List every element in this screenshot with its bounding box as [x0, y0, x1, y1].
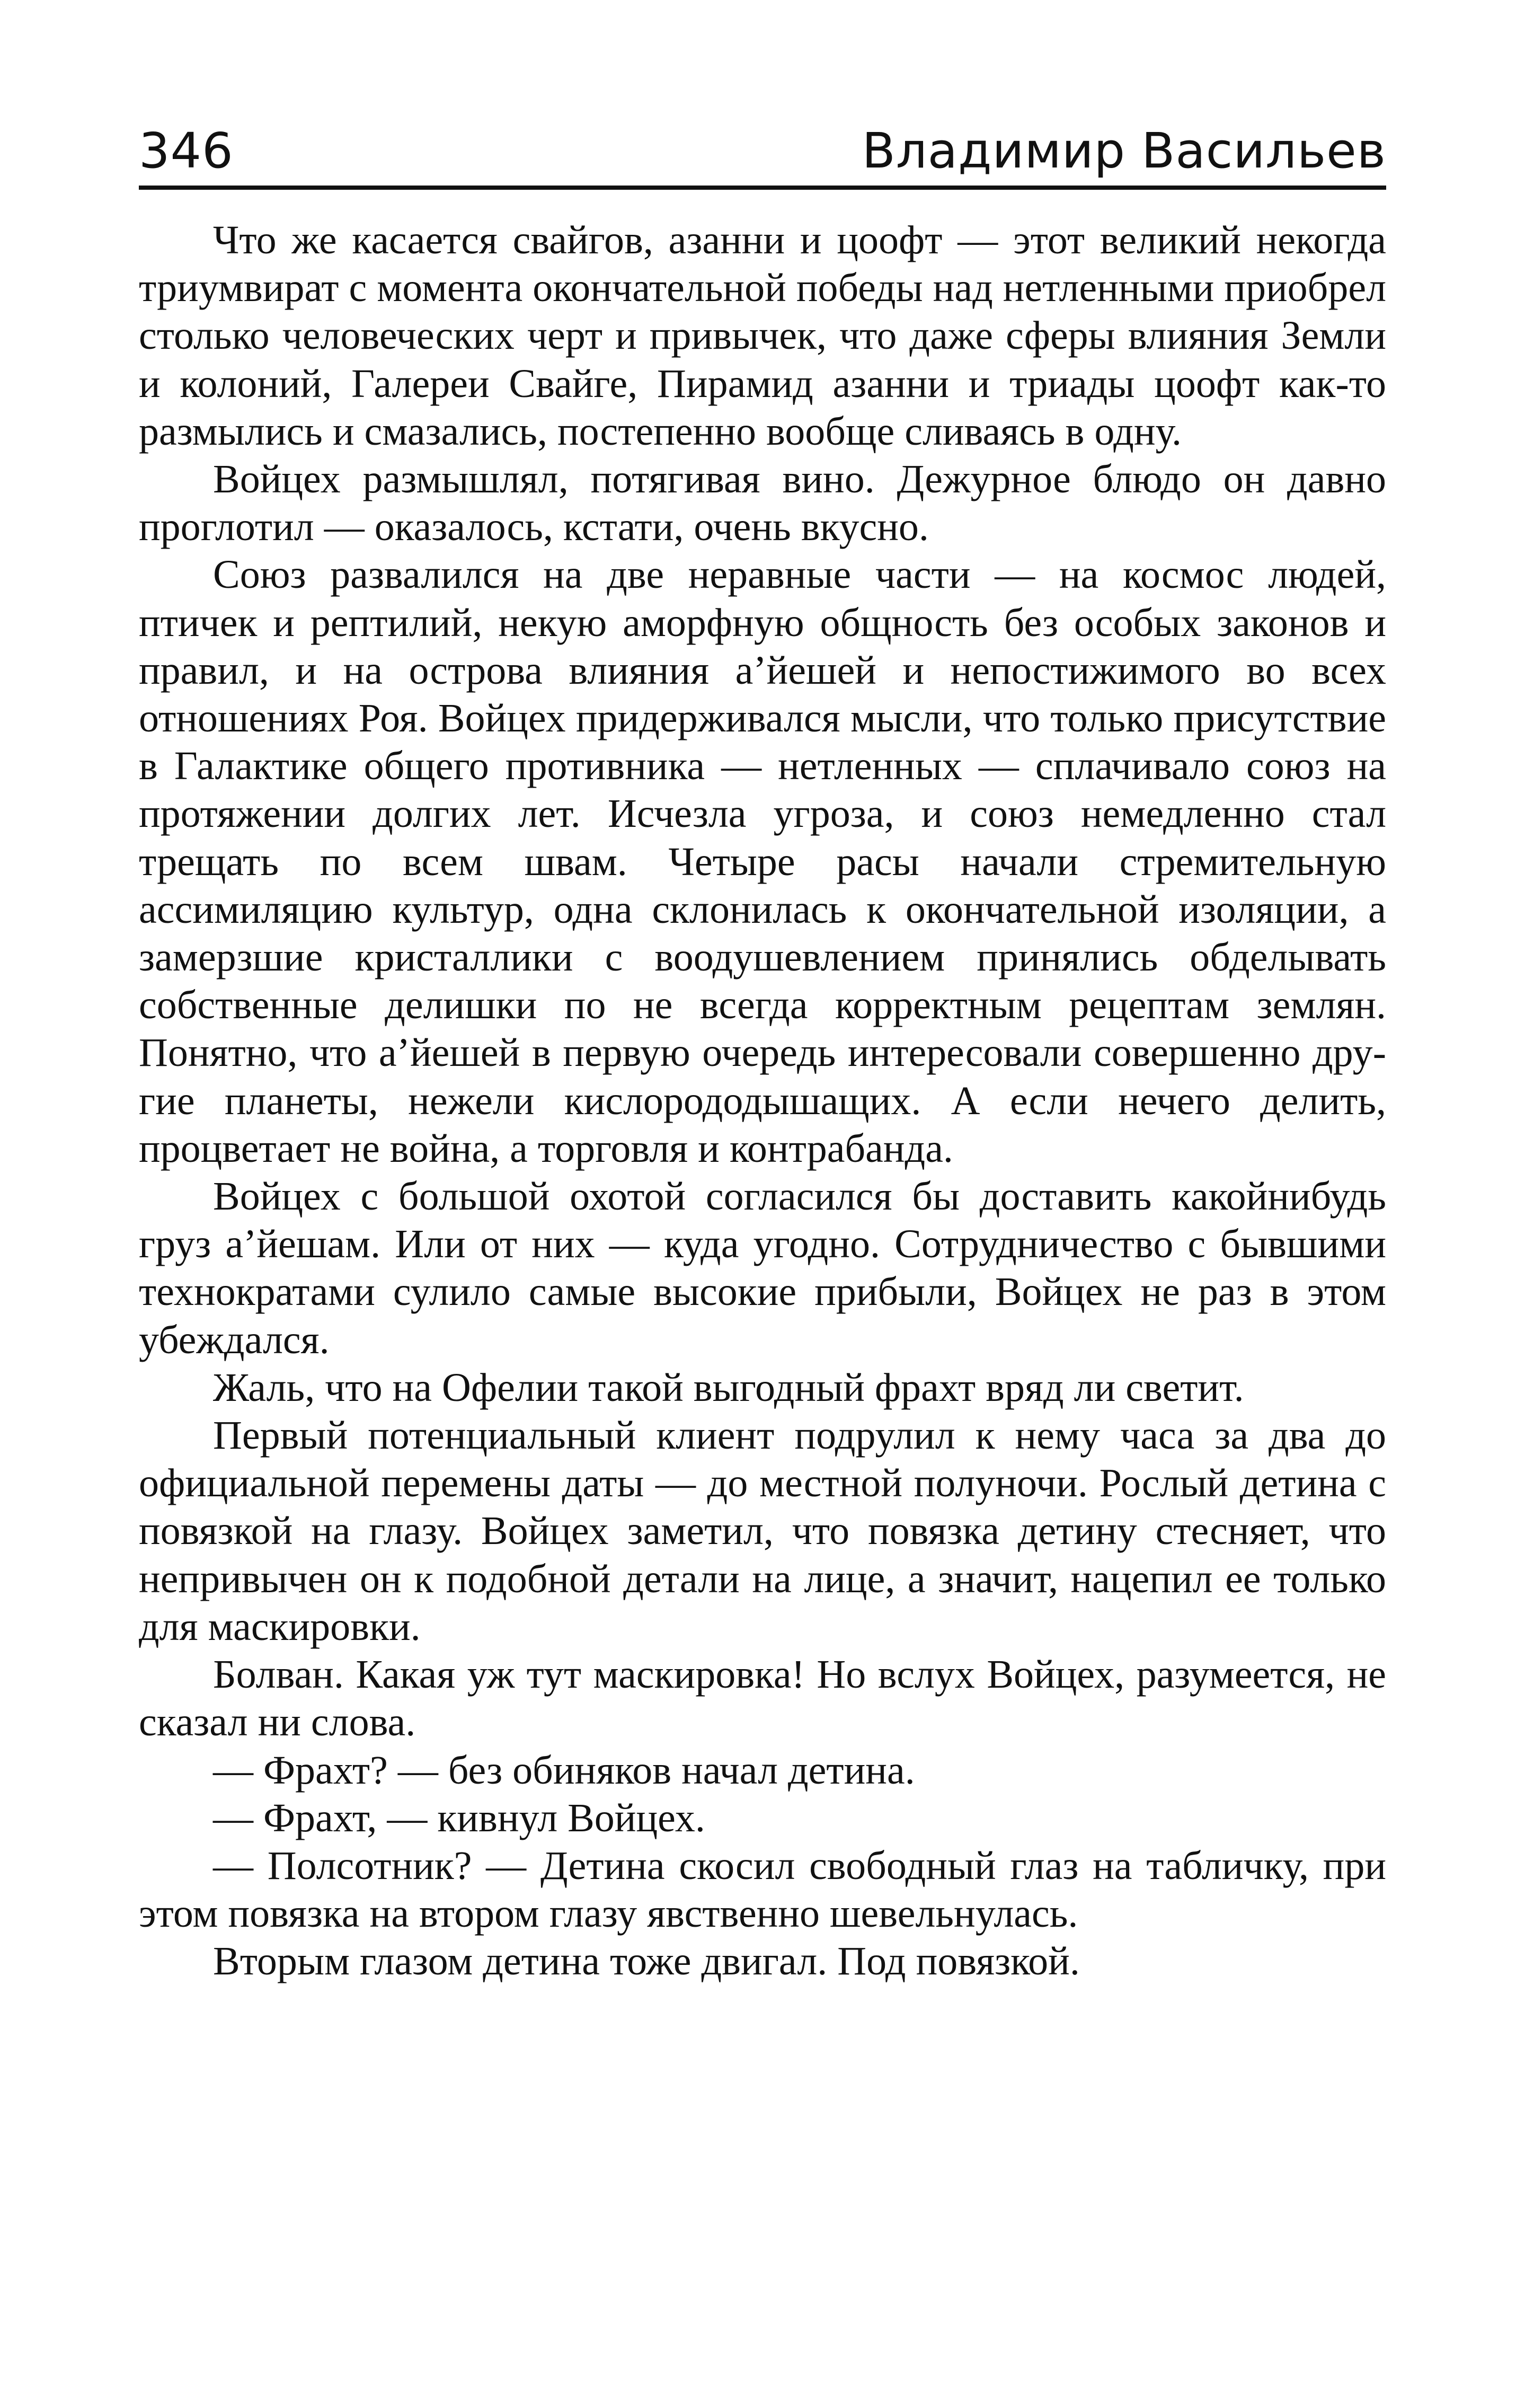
running-head-author: Владимир Васильев [862, 122, 1386, 179]
book-page [139, 106, 1386, 1986]
paragraph: — Фрахт, — кивнул Войцех. [213, 1795, 705, 1840]
paragraph: — Полсотник? — Детина скосил свободный глаз на табличку, при этом повязка на втором глазу явственно шевельнулась. [139, 1843, 1386, 1936]
paragraph: Первый потенциальный клиент подрулил к нему часа за два до официальной перемены даты — до местной полуночи. Рослый детина с повязкой на глазу. Войцех заметил, что повязка детину стесняет, что непривычен он к подобной детали на лице, а значит, нацепил ее только для маскировки. [139, 1413, 1386, 1649]
paragraph: Союз развалился на две неравные части — на космос людей, птичек и рептилий, некую аморфную общность без особых законов и правил, и на острова влияния а’йешей и непостижимого во всех отношениях Роя. Войцех придерживался мысли, что только присутствие в Галактике общего противника — нетленных — сплачивало союз на протяжении долгих лет. Исчезла угроза, и союз немедленно стал трещать по всем швам. Четыре расы начали стремительную ассимиляцию культур, одна склонилась к окончательной изоляции, а замерзшие кристаллики с воодушевлением принялись обделывать собственные делишки по не всегда корректным рецептам землян. Понятно, что а’йешей в первую очередь интересовали совершенно другие планеты, нежели кислорододышащих. А если нечего делить, процветает не война, а торговля и контрабанда. [139, 552, 1386, 1171]
page-header [139, 106, 1386, 190]
page-number: 346 [139, 122, 234, 179]
body-text [139, 216, 1386, 1986]
paragraph: Войцех размышлял, потягивая вино. Дежурное блюдо он давно проглотил — оказалось, кстати, очень вкусно. [139, 457, 1386, 550]
paragraph: — Фрахт? — без обиняков начал детина. [213, 1748, 915, 1793]
paragraph: Вторым глазом детина тоже двигал. Под повязкой. [213, 1939, 1080, 1984]
paragraph: Жаль, что на Офелии такой выгодный фрахт вряд ли светит. [213, 1365, 1244, 1410]
paragraph: Войцех с большой охотой согласился бы доставить какойнибудь груз а’йешам. Или от них — куда угодно. Сотрудничество с бывшими технократами сулило самые высокие прибыли, Войцех не раз в этом убеждался. [139, 1174, 1386, 1362]
paragraph: Что же касается свайгов, азанни и цоофт — этот великий некогда триумвират с момента окончательной победы над нетленными приобрел столько человеческих черт и привычек, что даже сферы влияния Земли и колоний, Галереи Свайге, Пирамид азанни и триады цоофт как-то размылись и смазались, постепенно вообще сливаясь в одну. [139, 218, 1386, 454]
paragraph: Болван. Какая уж тут маскировка! Но вслух Войцех, разумеется, не сказал ни слова. [139, 1652, 1386, 1745]
